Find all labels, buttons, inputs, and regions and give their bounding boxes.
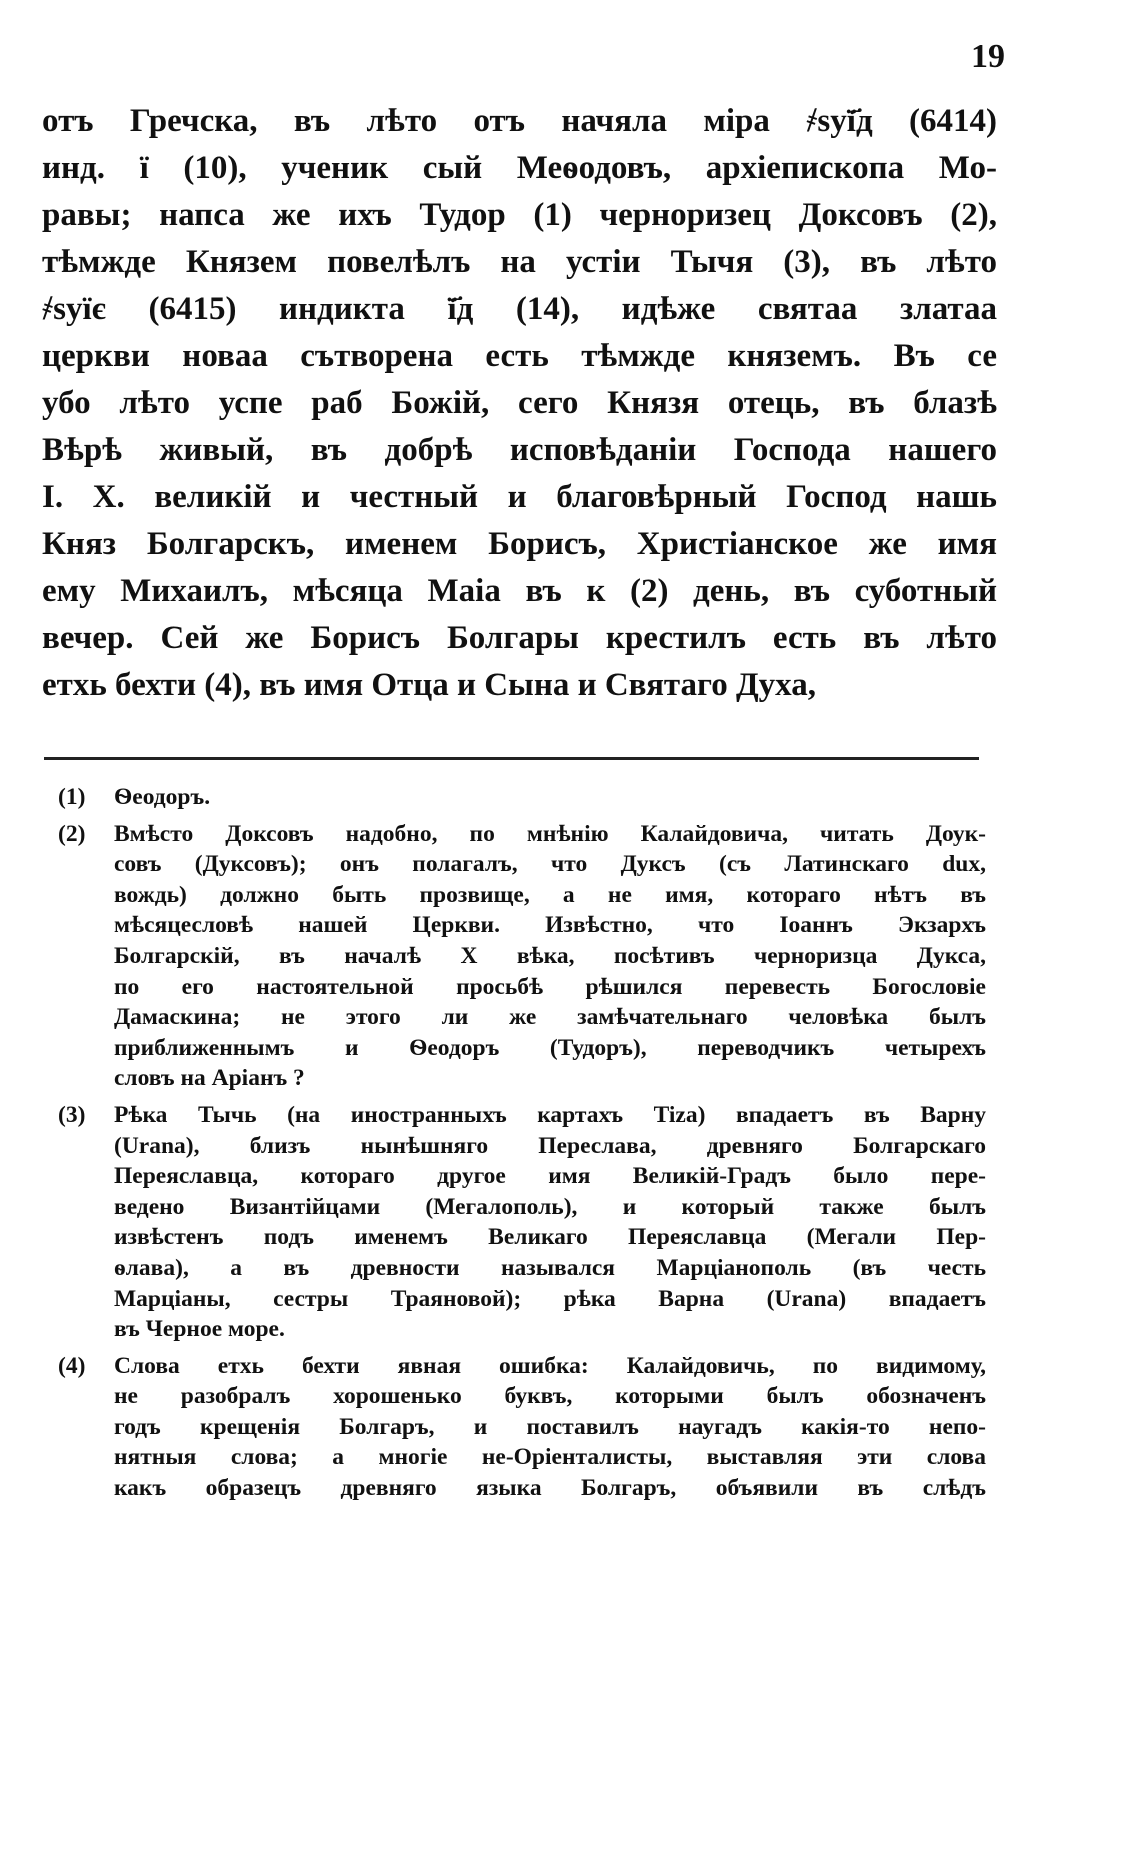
footnote-line: Ѳеодоръ. [114,784,211,810]
main-text-line: вечер. Сей же Борисъ Болгары крестилъ есть въ лѣто [42,620,997,656]
main-text-line: етхь бехти (4), въ имя Отца и Сына и Святаго Духа, [42,667,816,703]
footnote-line: Марціаны, сестры Траяновой); рѣка Варна (Urana) впадаетъ [114,1285,986,1312]
footnote-line: Слова етхь бехти явная ошибка: Калайдовичь, по видимому, [114,1352,986,1379]
footnote-number: (4) [58,1352,86,1379]
footnote-line: по его настоятельной просьбѣ рѣшился перевесть Богословіе [114,973,986,1000]
footnote-divider [44,757,979,760]
main-text-line: ему Михаилъ, мѣсяца Маіа въ к (2) день, въ суботный [42,573,997,609]
footnote-line: въ Черное море. [114,1316,285,1343]
footnote-line: Дамаскина; не этого ли же замѣчательнаго человѣка былъ [114,1004,986,1031]
footnotes [58,782,986,1510]
main-text [42,98,997,709]
footnote-line: приближеннымъ и Ѳеодоръ (Тудоръ), переводчикъ четырехъ [114,1034,986,1061]
main-text-line: церкви новаа сътворена есть тѣмжде княземъ. Въ се [42,338,997,374]
main-text-line: Вѣрѣ живый, въ добрѣ исповѣданіи Господа нашего [42,432,997,468]
footnote-line: вождь) должно быть прозвище, а не имя, котораго нѣтъ въ [114,881,986,908]
footnote-line: ѳлава), а въ древности назывался Марціанополь (въ честь [114,1254,986,1281]
footnote-line: не разобралъ хорошенько буквъ, которыми былъ обозначенъ [114,1383,986,1410]
footnote-line: Переяславца, котораго другое имя Великій-Градъ было пере- [114,1163,986,1190]
footnote-line: словъ на Аріанъ ? [114,1065,305,1092]
footnote-4 [58,1351,986,1504]
footnote-line: извѣстенъ подъ именемъ Великаго Переяславца (Мегали Пер- [114,1224,986,1251]
footnote-2 [58,819,986,1094]
footnote-line: мѣсяцесловѣ нашей Церкви. Извѣстно, что Іоаннъ Экзархъ [114,912,986,939]
main-text-line: тѣмжде Князем повелѣлъ на устіи Тычя (3), въ лѣто [42,244,997,280]
page-number: 19 [971,38,1005,75]
footnote-line: ведено Византійцами (Мегалополь), и который также былъ [114,1193,986,1220]
footnote-line: Рѣка Тычь (на иностранныхъ картахъ Tiza) впадаетъ въ Варну [114,1101,986,1128]
main-text-line: Княз Болгарскъ, именем Борисъ, Христіанское же имя [42,526,997,562]
main-text-line: равы; напса же ихъ Тудор (1) черноризец Доксовъ (2), [42,197,997,233]
footnote-1 [58,782,986,813]
footnote-line: какъ образецъ древняго языка Болгаръ, объявили въ слѣдъ [114,1475,986,1502]
footnote-line: совъ (Дуксовъ); онъ полагалъ, что Дуксъ (съ Латинскаго dux, [114,851,986,878]
main-text-line: убо лѣто успе раб Божій, сего Князя отець, въ блазѣ [42,385,997,421]
footnote-number: (1) [58,784,86,810]
main-text-line: инд. ї (10), ученик сый Меѳодовъ, архіепископа Мо- [42,150,997,186]
footnote-3 [58,1100,986,1345]
footnote-line: годъ крещенія Болгаръ, и поставилъ наугадъ какія-то непо- [114,1413,986,1440]
footnote-line: Болгарскій, въ началѣ X вѣка, посѣтивъ черноризца Дукса, [114,942,986,969]
main-text-line: І. Х. великій и честный и благовѣрный Господ нашь [42,479,997,515]
main-text-line: отъ Гречска, въ лѣто отъ начяла міра ҂ѕуї҃д (6414) [42,103,997,139]
footnote-line: нятныя слова; а многіе не-Оріенталисты, выставляя эти слова [114,1444,986,1471]
footnote-number: (3) [58,1101,86,1128]
footnote-line: Вмѣсто Доксовъ надобно, по мнѣнію Калайдовича, читать Доук- [114,820,986,847]
footnote-number: (2) [58,820,86,847]
main-text-line: ҂ѕуїє (6415) индикта ї҃д (14), идѣже святаа златаа [42,291,997,327]
footnote-line: (Urana), близъ нынѣшняго Переслава, древняго Болгарскаго [114,1132,986,1159]
